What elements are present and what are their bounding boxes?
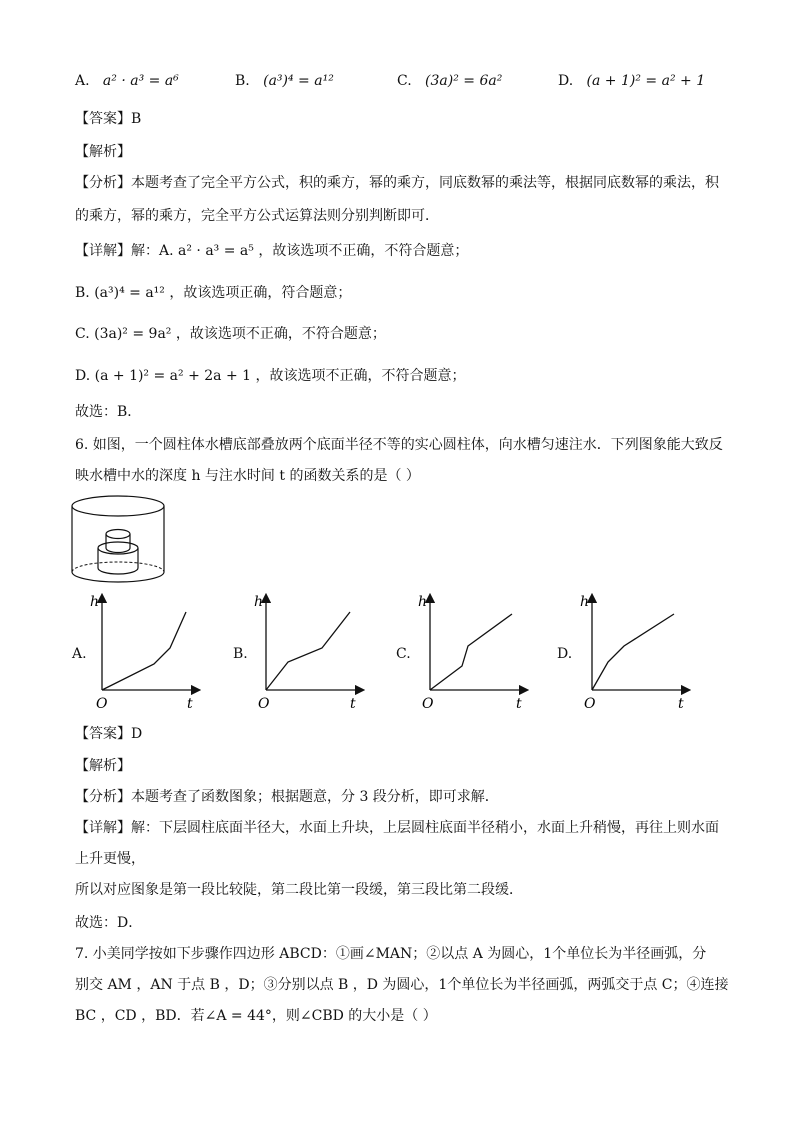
q5-answer: 【答案】B xyxy=(75,111,142,127)
q5-option-b xyxy=(235,73,334,89)
q6-analysis: 【分析】本题考查了函数图象；根据题意，分 3 段分析，即可求解． xyxy=(75,789,499,805)
option-expr: (a³)⁴ = a¹² xyxy=(263,73,334,89)
graph-c-xlabel: t xyxy=(516,696,522,712)
graph-a-ylabel: h xyxy=(90,594,100,610)
graph-c-curve xyxy=(430,614,512,690)
graph-c-ylabel: h xyxy=(418,594,428,610)
q6-stem-line1: 6. 如图，一个圆柱体水槽底部叠放两个底面半径不等的实心圆柱体，向水槽匀速注水．下列图象能大致反 xyxy=(75,437,723,453)
graph-b-xlabel: t xyxy=(350,696,356,712)
q5-detail-a: 【详解】解：A. a² · a³ = a⁵ ，故该选项不正确，不符合题意； xyxy=(75,243,469,259)
graph-d-xlabel: t xyxy=(678,696,684,712)
graph-d-curve xyxy=(592,614,674,690)
graph-c xyxy=(416,590,531,712)
option-letter: A. xyxy=(75,73,90,89)
q6-choose: 故选：D． xyxy=(75,915,143,931)
q5-choose: 故选：B． xyxy=(75,404,142,420)
option-expr: (a + 1)² = a² + 1 xyxy=(586,73,706,89)
q6-answer: 【答案】D xyxy=(75,726,143,742)
q7-line2: 别交 AM ，AN 于点 B ，D；③分别以点 B ，D 为圆心，1个单位长为半径画弧，两弧交于点 C；④连接 xyxy=(75,977,729,993)
q5-analysis-line2: 的乘方，幂的乘方，完全平方公式运算法则分别判断即可． xyxy=(75,208,439,224)
q6-detail-line1: 【详解】解：下层圆柱底面半径大，水面上升块，上层圆柱底面半径稍小，水面上升稍慢，再往上则水面 xyxy=(75,820,719,836)
q5-option-c xyxy=(397,73,502,89)
graph-d-ylabel: h xyxy=(580,594,590,610)
q6-jiexi: 【解析】 xyxy=(75,758,131,774)
option-letter: D. xyxy=(558,73,574,89)
graph-d-origin: O xyxy=(584,696,596,712)
graph-c-letter: C. xyxy=(396,646,411,662)
q5-option-d xyxy=(558,73,705,89)
graph-b-letter: B. xyxy=(233,646,248,662)
graph-b-ylabel: h xyxy=(254,594,264,610)
q6-detail-line2: 上升更慢， xyxy=(75,851,145,867)
water-tank-figure xyxy=(66,492,170,588)
q5-detail-b: B. (a³)⁴ = a¹² ，故该选项正确，符合题意； xyxy=(75,285,352,301)
q5-detail-d: D. (a + 1)² = a² + 2a + 1 ，故该选项不正确，不符合题意； xyxy=(75,368,466,384)
graph-b xyxy=(252,590,367,712)
graph-a-origin: O xyxy=(96,696,108,712)
graph-d-letter: D. xyxy=(557,646,573,662)
option-letter: B. xyxy=(235,73,250,89)
q6-stem-line2: 映水槽中水的深度 h 与注水时间 t 的函数关系的是（ ） xyxy=(75,468,420,484)
q6-detail-line3: 所以对应图象是第一段比较陡，第二段比第一段缓，第三段比第二段缓． xyxy=(75,882,523,898)
graph-d xyxy=(578,590,693,712)
graph-a-letter: A. xyxy=(72,646,87,662)
graph-a-xlabel: t xyxy=(187,696,193,712)
option-expr: (3a)² = 6a² xyxy=(425,73,503,89)
graph-a-curve xyxy=(102,612,186,690)
graph-b-origin: O xyxy=(258,696,270,712)
q5-jiexi: 【解析】 xyxy=(75,144,131,160)
option-letter: C. xyxy=(397,73,412,89)
q7-line3: BC ，CD ，BD．若∠A = 44°，则∠CBD 的大小是（ ） xyxy=(75,1008,437,1024)
q5-detail-c: C. (3a)² = 9a² ，故该选项不正确，不符合题意； xyxy=(75,326,386,342)
option-expr: a² · a³ = a⁶ xyxy=(102,73,179,89)
graph-c-origin: O xyxy=(422,696,434,712)
graph-a xyxy=(88,590,203,712)
graph-b-curve xyxy=(266,612,350,690)
q5-analysis-line1: 【分析】本题考查了完全平方公式，积的乘方，幂的乘方，同底数幂的乘法等，根据同底数幂的乘法，积 xyxy=(75,175,719,191)
q5-option-a xyxy=(75,73,179,89)
q7-line1: 7. 小美同学按如下步骤作四边形 ABCD：①画∠MAN；②以点 A 为圆心，1个单位长为半径画弧，分 xyxy=(75,946,707,962)
